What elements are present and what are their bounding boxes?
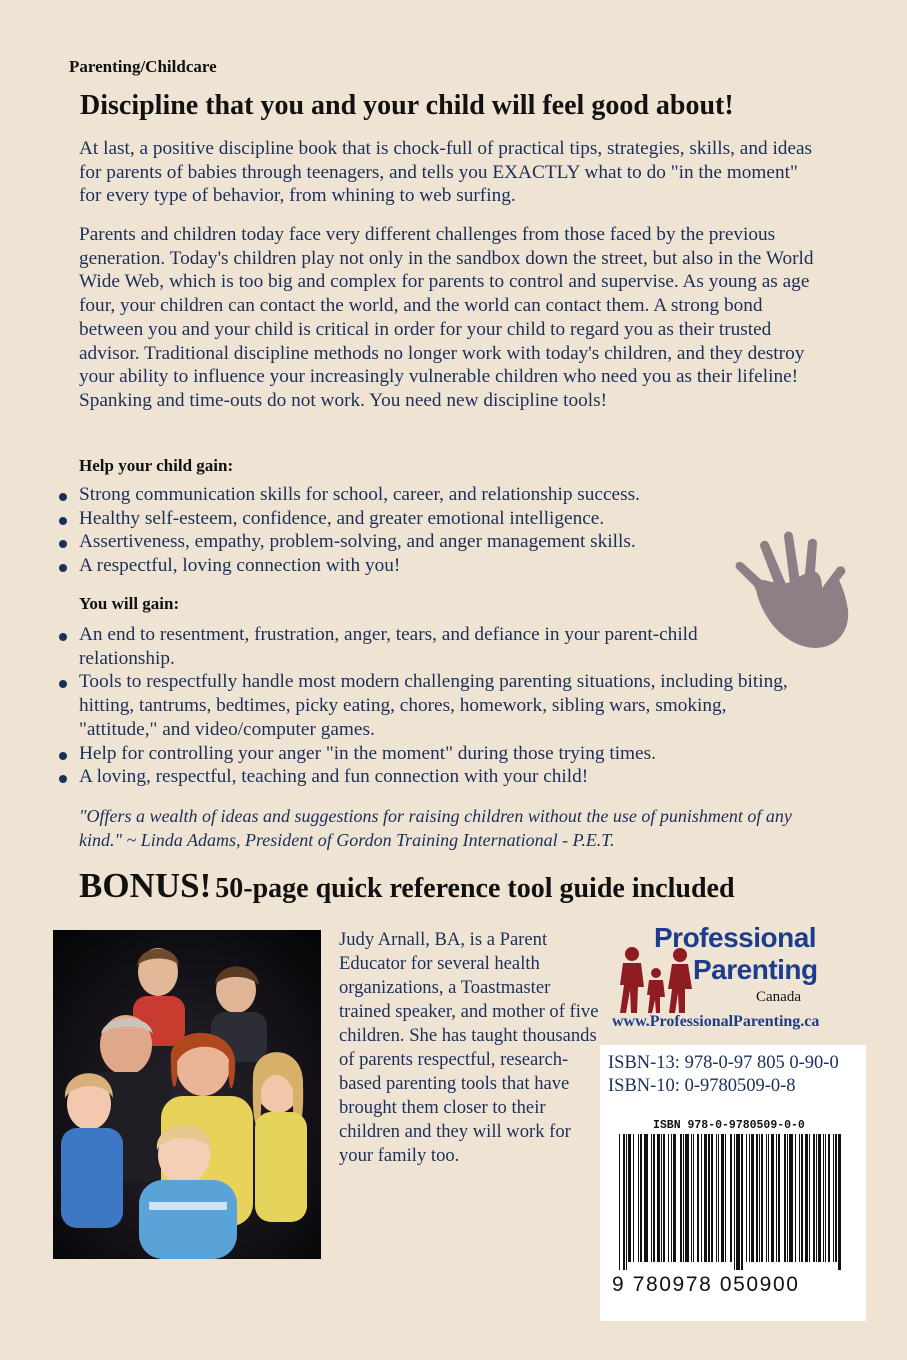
list-item-text: Help for controlling your anger "in the moment" during those trying times. (79, 742, 656, 764)
bonus-banner (79, 866, 735, 906)
publisher-name-line2: Parenting (693, 954, 818, 985)
list-item (56, 670, 796, 741)
bullet-icon (59, 540, 67, 548)
list-item (56, 507, 796, 531)
testimonial-quote: "Offers a wealth of ideas and suggestions for raising children without the use of punishment of any kind." ~ Linda Adams, President of Gordon Training International - P.E.T. (79, 806, 792, 850)
help-list (56, 483, 796, 578)
bullet-icon (59, 633, 67, 641)
publisher-logo (654, 922, 818, 986)
publisher-url[interactable]: www.ProfessionalParenting.ca (612, 1013, 820, 1030)
list-item-text: A loving, respectful, teaching and fun connection with your child! (79, 766, 589, 788)
isbn-13: ISBN-13: 978-0-97 805 0-90-0 (608, 1053, 839, 1073)
bonus-word: BONUS! (79, 866, 212, 905)
author-family-photo (53, 930, 321, 1259)
bullet-icon (59, 493, 67, 501)
barcode-header: ISBN 978-0-9780509-0-0 (653, 1119, 805, 1132)
list-item (56, 530, 796, 554)
publisher-name-line1: Professional (654, 922, 817, 953)
list-item (56, 623, 729, 670)
list-item (56, 742, 796, 766)
list-item-text: Healthy self-esteem, confidence, and greater emotional intelligence. (79, 507, 605, 529)
bullet-icon (59, 775, 67, 783)
barcode (617, 1134, 849, 1270)
barcode-digits: 9 780978 050900 (612, 1273, 800, 1296)
list-item-text: Tools to respectfully handle most modern challenging parenting situations, including biting, hitting, tantrums, bedtimes, picky eating, chores, homework, sibling wars, smoking, "attitude," and video/computer games. (79, 671, 788, 740)
list-item (56, 765, 796, 789)
gain-list (56, 623, 796, 789)
author-bio: Judy Arnall, BA, is a Parent Educator for several health organizations, a Toastmaster trained speaker, and mother of five children. She has taught thousands of parents respectful, research-based parenting tools that have brought them closer to their children and they will work for your family too. (339, 929, 599, 1166)
bullet-icon (59, 752, 67, 760)
intro-paragraph-2: Parents and children today face very different challenges from those faced by the previous generation. Today's children play not only in the sandbox down the street, but also in the World Wide Web, which is too big and complex for parents to control and supervise. As young as age four, your children can contact the world, and the world can contact them. A strong bond between you and your child is critical in order for your child to regard you as their trusted advisor. Traditional discipline methods no longer work with today's children, and they destroy your ability to influence your increasingly vulnerable children who need you as their lifeline! Spanking and time-outs do not work. You need new discipline tools! (79, 224, 814, 411)
list-item-text: Strong communication skills for school, career, and relationship success. (79, 484, 640, 505)
isbn-10: ISBN-10: 0-9780509-0-8 (608, 1076, 796, 1096)
help-section-label: Help your child gain: (79, 456, 234, 475)
list-item-text: Assertiveness, empathy, problem-solving, and anger management skills. (79, 531, 636, 553)
gain-section-label: You will gain: (79, 594, 180, 613)
category-label: Parenting/Childcare (69, 57, 217, 76)
list-item (56, 483, 796, 507)
headline: Discipline that you and your child will feel good about! (80, 90, 734, 121)
bonus-description: 50-page quick reference tool guide included (215, 873, 735, 904)
list-item (56, 554, 796, 578)
bullet-icon (59, 680, 67, 688)
list-item-text: An end to resentment, frustration, anger, tears, and defiance in your parent-child relationship. (79, 624, 698, 669)
bullet-icon (59, 517, 67, 525)
bullet-icon (59, 564, 67, 572)
intro-paragraph-1: At last, a positive discipline book that is chock-full of practical tips, strategies, skills, and ideas for parents of babies through teenagers, and tells you EXACTLY what to do "in the moment" for every type of behavior, from whining to web surfing. (79, 138, 813, 207)
publisher-country: Canada (756, 989, 801, 1005)
list-item-text: A respectful, loving connection with you! (79, 555, 401, 577)
